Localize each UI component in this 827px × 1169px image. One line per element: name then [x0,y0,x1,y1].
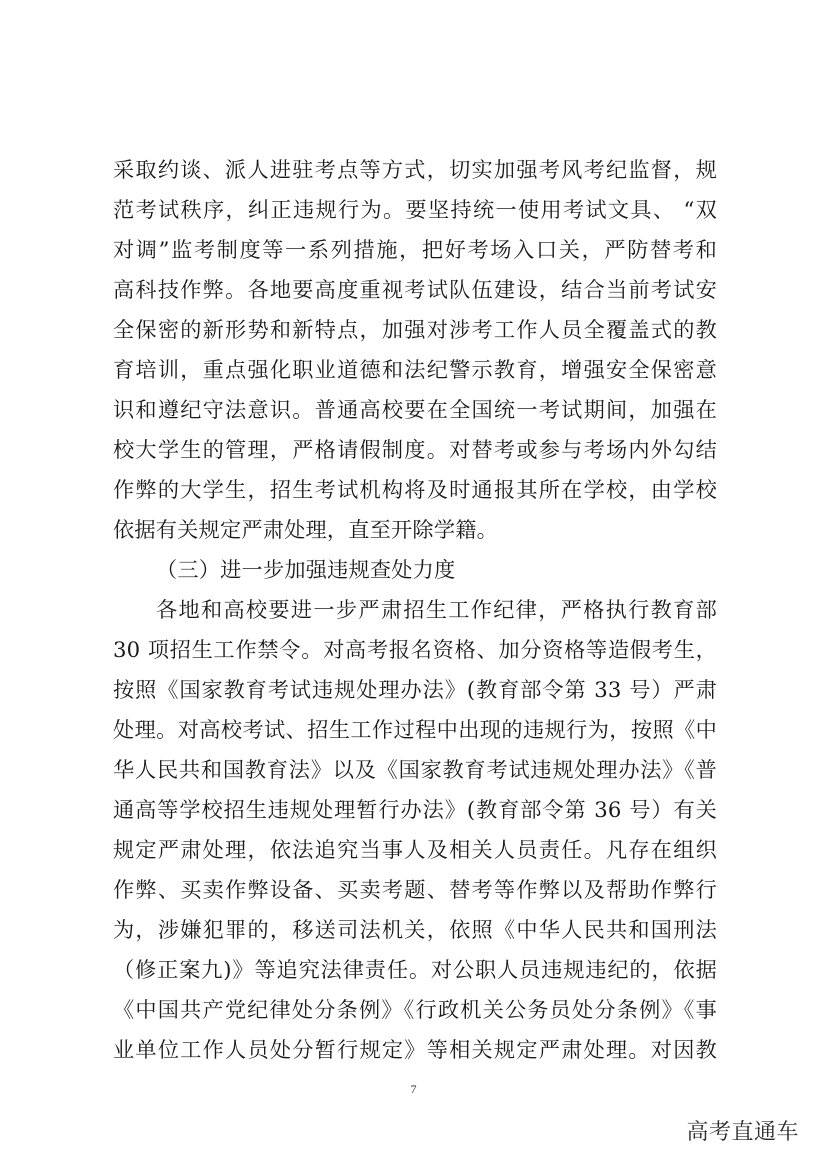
text-line: 《中国共产党纪律处分条例》《行政机关公务员处分条例》《事 [113,997,717,1022]
watermark-logo: 高考直通车 [686,1120,799,1145]
text-line: 作弊的大学生，招生考试机构将及时通报其所在学校，由学校 [113,477,717,502]
text-line: 通高等学校招生违规处理暂行办法》(教育部令第 36 号）有关 [113,797,717,822]
text-line: 业单位工作人员处分暂行规定》等相关规定严肃处理。对因教 [113,1037,717,1062]
text-line: 作弊、买卖作弊设备、买卖考题、替考等作弊以及帮助作弊行 [113,877,717,902]
text-line: 校大学生的管理，严格请假制度。对替考或参与考场内外勾结 [113,437,717,462]
text-line: 处理。对高校考试、招生工作过程中出现的违规行为，按照《中 [113,717,717,742]
text-line: 各地和高校要进一步严肃招生工作纪律，严格执行教育部 [156,597,717,622]
text-line: 育培训，重点强化职业道德和法纪警示教育，增强安全保密意 [113,357,717,382]
text-line: （修正案九)》等追究法律责任。对公职人员违规违纪的，依据 [113,957,717,982]
body-text [113,150,717,1070]
text-line: 范考试秩序，纠正违规行为。要坚持统一使用考试文具、 “双 [113,197,717,222]
text-line: 高科技作弊。各地要高度重视考试队伍建设，结合当前考试安 [113,277,717,302]
text-line: 华人民共和国教育法》以及《国家教育考试违规处理办法》《普 [113,757,717,782]
text-line: 对调”监考制度等一系列措施，把好考场入口关，严防替考和 [113,237,717,262]
section-heading: （三）进一步加强违规查处力度 [156,557,456,582]
text-line: 识和遵纪守法意识。普通高校要在全国统一考试期间，加强在 [113,397,717,422]
text-line: 按照《国家教育考试违规处理办法》(教育部令第 33 号）严肃 [113,677,717,702]
text-line: 全保密的新形势和新特点，加强对涉考工作人员全覆盖式的教 [113,317,717,342]
text-line: 依据有关规定严肃处理，直至开除学籍。 [113,517,498,542]
text-line: 规定严肃处理，依法追究当事人及相关人员责任。凡存在组织 [113,837,717,862]
page-number: 7 [410,1082,417,1096]
text-line: 30 项招生工作禁令。对高考报名资格、加分资格等造假考生， [113,637,717,662]
text-line: 采取约谈、派人进驻考点等方式，切实加强考风考纪监督，规 [113,157,717,182]
text-line: 为，涉嫌犯罪的，移送司法机关，依照《中华人民共和国刑法 [113,917,717,942]
